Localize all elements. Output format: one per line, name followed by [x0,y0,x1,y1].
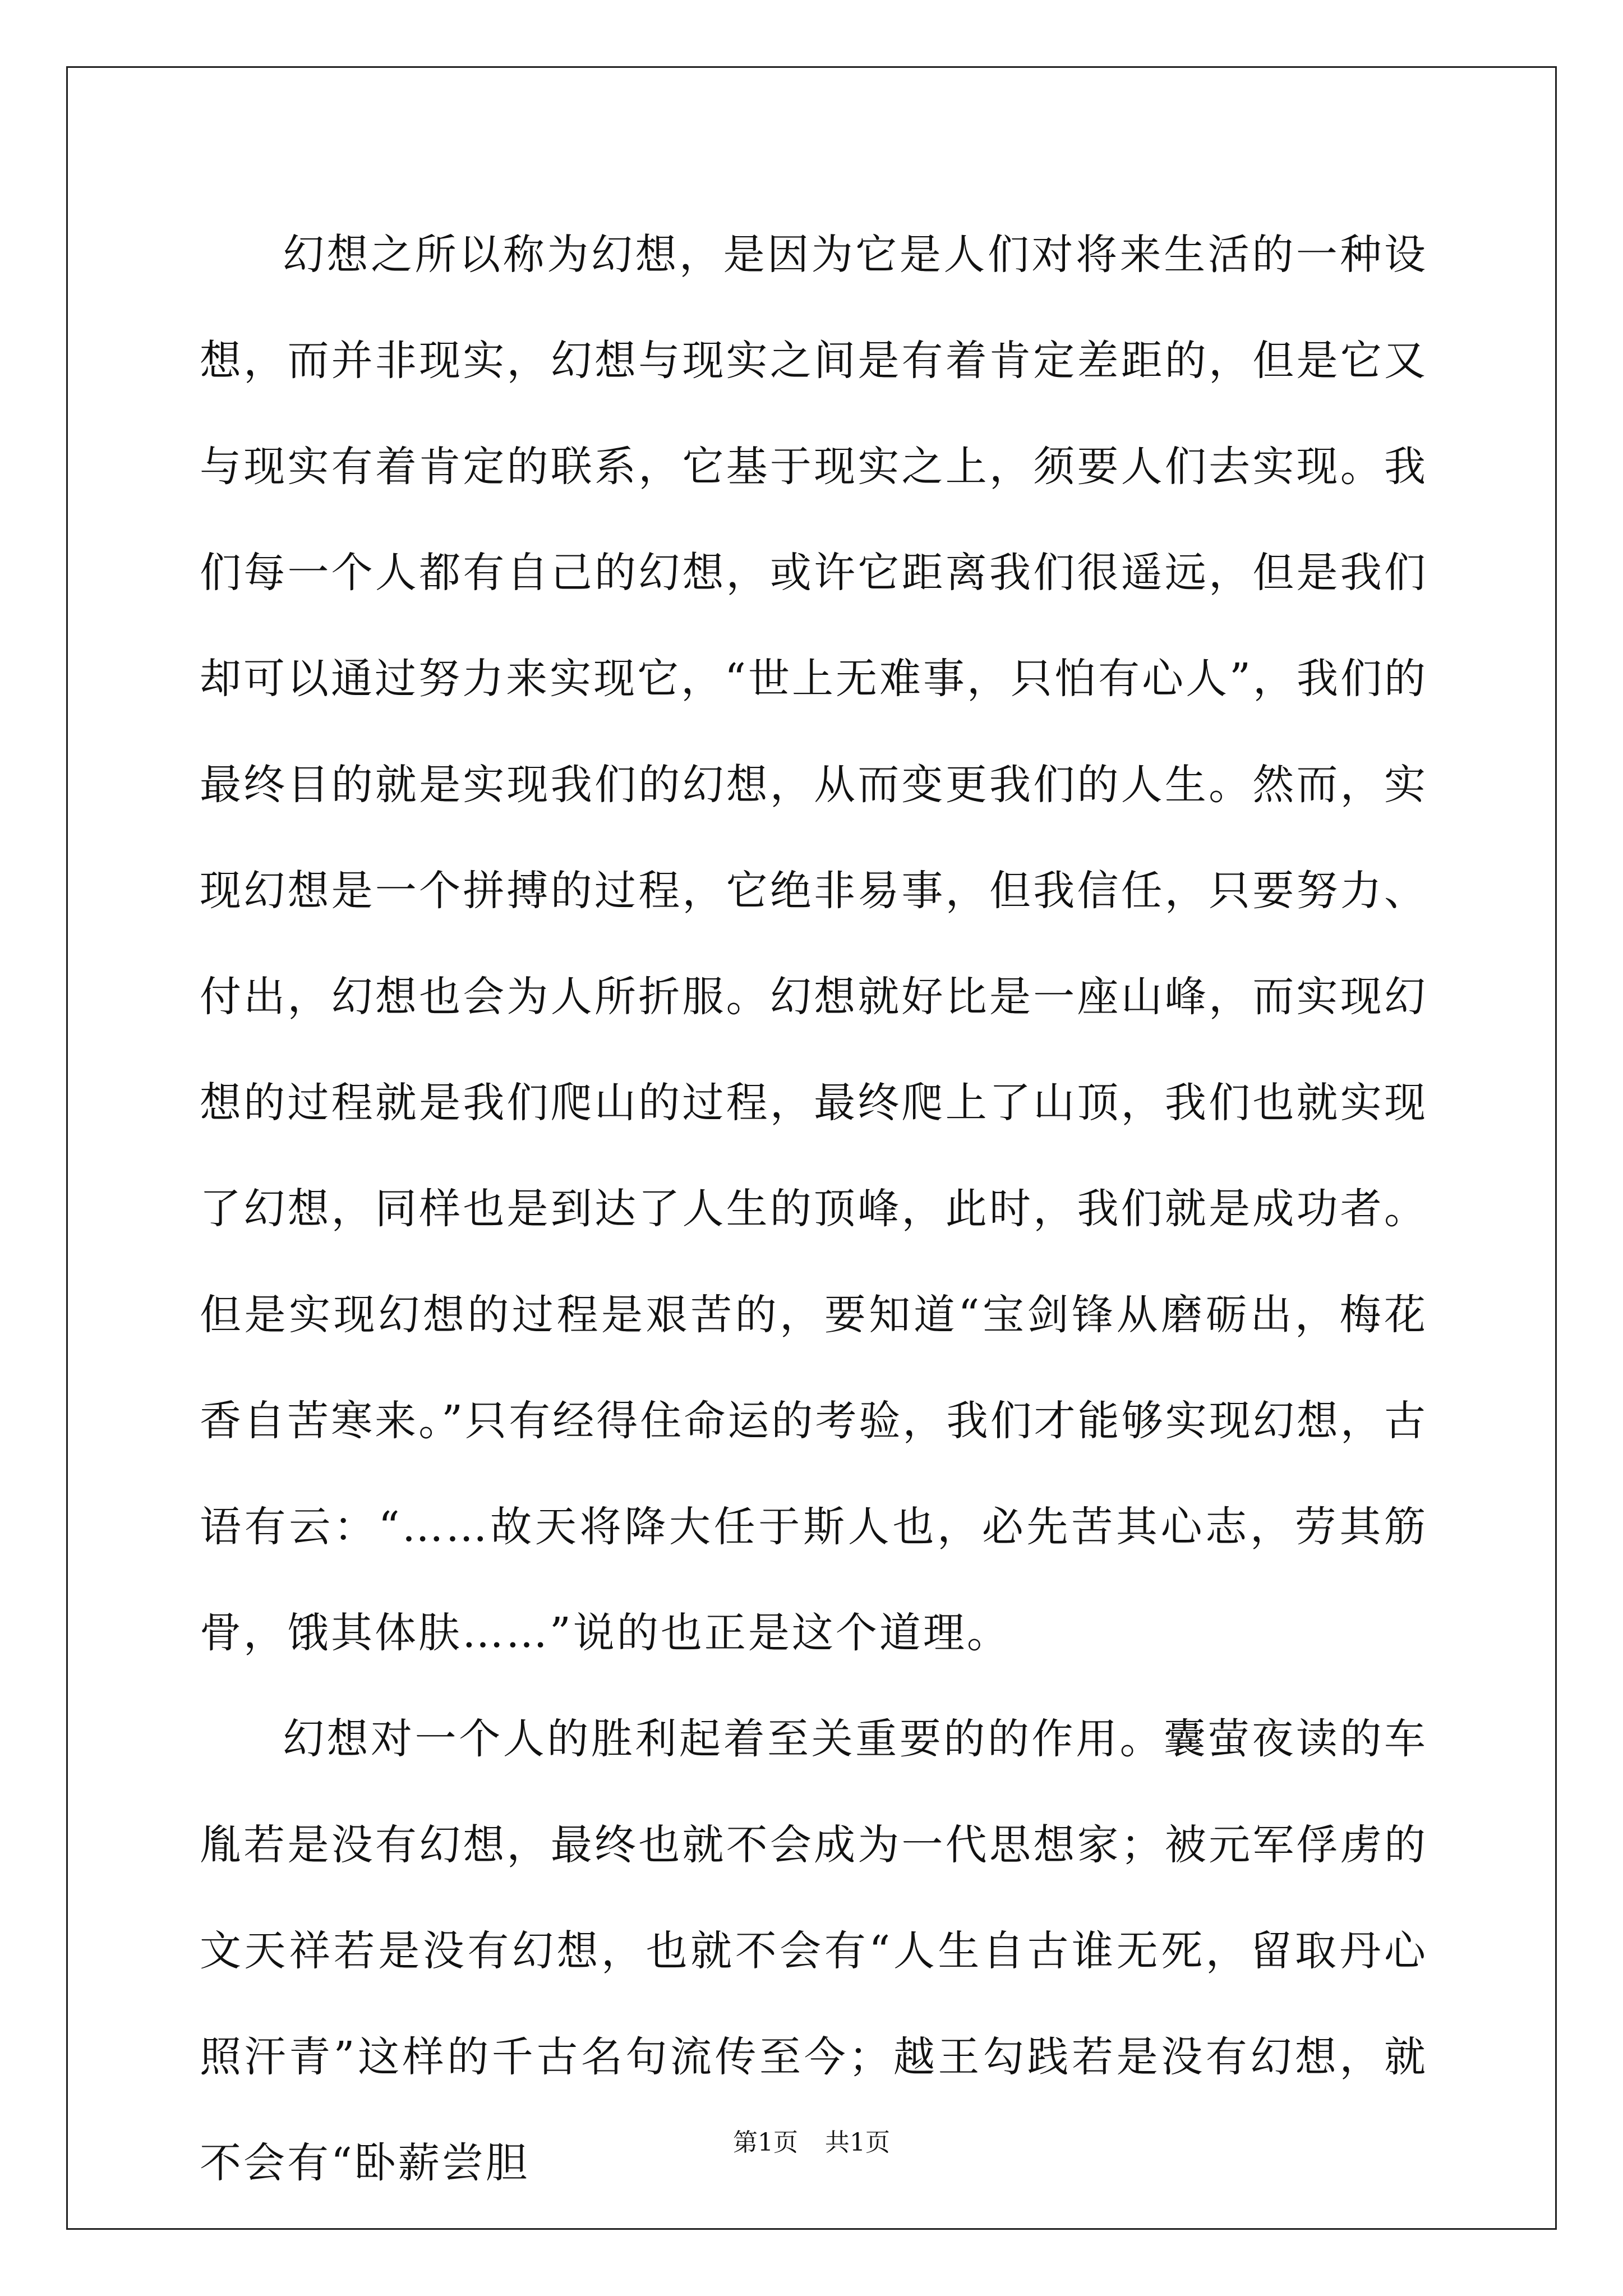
page-footer [0,2126,1623,2160]
page-total: 共1页 [825,2128,890,2157]
document-body [200,202,1428,2216]
page-number: 第1页 [733,2128,798,2157]
paragraph-2: 幻想对一个人的胜利起着至关重要的的作用。囊萤夜读的车胤若是没有幻想，最终也就不会成为一代思想家；被元军俘虏的文天祥若是没有幻想，也就不会有“人生自古谁无死，留取丹心照汗青”这样的千古名句流传至今；越王勾践若是没有幻想，就不会有“卧薪尝胆 [200,1715,1428,2187]
paragraph-1: 幻想之所以称为幻想，是因为它是人们对将来生活的一种设想，而并非现实，幻想与现实之间是有着肯定差距的，但是它又与现实有着肯定的联系，它基于现实之上，须要人们去实现。我们每一个人都有自己的幻想，或许它距离我们很遥远，但是我们却可以通过努力来实现它，“世上无难事，只怕有心人”，我们的最终目的就是实现我们的幻想，从而变更我们的人生。然而，实现幻想是一个拼搏的过程，它绝非易事，但我信任，只要努力、付出，幻想也会为人所折服。幻想就好比是一座山峰，而实现幻想的过程就是我们爬山的过程，最终爬上了山顶，我们也就实现了幻想，同样也是到达了人生的顶峰，此时，我们就是成功者。但是实现幻想的过程是艰苦的，要知道“宝剑锋从磨砺出，梅花香自苦寒来。”只有经得住命运的考验，我们才能够实现幻想，古语有云：“……故天将降大任于斯人也，必先苦其心志，劳其筋骨，饿其体肤……”说的也正是这个道理。 [200,231,1428,1657]
